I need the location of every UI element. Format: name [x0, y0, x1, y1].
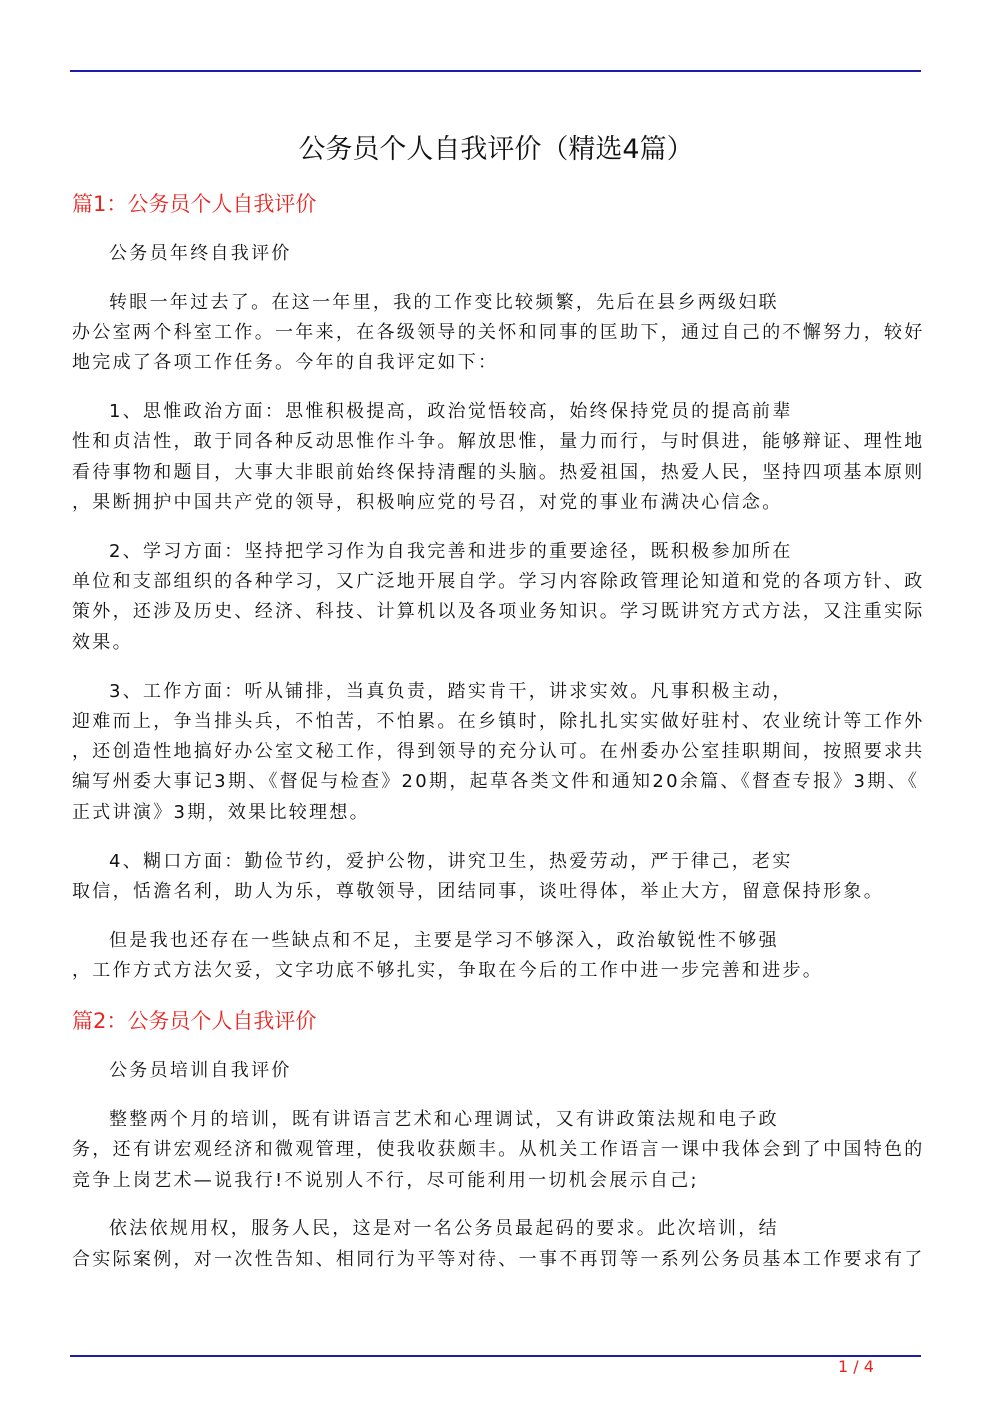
text-line: 正式讲演》3期，效果比较理想。 — [72, 801, 370, 823]
text-line: 公务员年终自我评价 — [109, 243, 292, 264]
text-line: 3、工作方面：听从铺排，当真负责，踏实肯干，讲求实效。凡事积极主动， — [109, 680, 793, 702]
text-line: 性和贞洁性，敢于同各种反动思惟作斗争。解放思惟，量力而行，与时俱进，能够辩证、理性地 — [72, 431, 925, 453]
text-line: ，工作方式方法欠妥，文字功底不够扎实，争取在今后的工作中进一步完善和进步。 — [72, 959, 824, 981]
section-subtitle — [72, 1056, 917, 1086]
paragraph — [72, 677, 925, 828]
page-number: 1 / 4 — [838, 1357, 874, 1376]
document-title: 公务员个人自我评价（精选4篇） — [298, 134, 694, 165]
top-rule — [70, 70, 921, 72]
section-heading: 篇1：公务员个人自我评价 — [72, 192, 317, 216]
text-line: 依法依规用权，服务人民，这是对一名公务员最起码的要求。此次培训，结 — [109, 1218, 779, 1240]
text-line: 地完成了各项工作任务。今年的自我评定如下： — [72, 352, 499, 374]
text-line: 但是我也还存在一些缺点和不足，主要是学习不够深入，政治敏锐性不够强 — [109, 929, 779, 951]
text-line: 合实际案例，对一次性告知、相同行为平等对待、一事不再罚等一系列公务员基本工作要求有了 — [72, 1248, 925, 1270]
section-heading: 篇2：公务员个人自我评价 — [72, 1009, 317, 1034]
text-line: 编写州委大事记3期、《督促与检查》20期，起草各类文件和通知20余篇、《督查专报》3期、《 — [72, 771, 920, 793]
bottom-rule — [70, 1355, 921, 1357]
text-line: 竞争上岗艺术—说我行!不说别人不行，尽可能利用一切机会展示自己; — [72, 1169, 699, 1191]
paragraph — [72, 847, 917, 908]
text-line: ，果断拥护中国共产党的领导，积极响应党的号召，对党的事业布满决心信念。 — [72, 492, 783, 514]
text-line: 务，还有讲宏观经济和微观管理，使我收获颇丰。从机关工作语言一课中我体会到了中国特色的 — [72, 1139, 925, 1161]
text-line: 1、思惟政治方面：思惟积极提高，政治觉悟较高，始终保持党员的提高前辈 — [109, 401, 793, 423]
text-line: 策外，还涉及历史、经济、科技、计算机以及各项业务知识。学习既讲究方式方法，又注重实际 — [72, 601, 925, 623]
section-subtitle — [72, 239, 917, 269]
text-line: 迎难而上，争当排头兵，不怕苦，不怕累。在乡镇时，除扎扎实实做好驻村、农业统计等工作外 — [72, 710, 925, 732]
text-line: 4、糊口方面：勤俭节约，爱护公物，讲究卫生，热爱劳动，严于律己，老实 — [109, 850, 793, 872]
text-line: 转眼一年过去了。在这一年里，我的工作变比较频繁，先后在县乡两级妇联 — [109, 291, 779, 313]
text-line: 2、学习方面：坚持把学习作为自我完善和进步的重要途径，既积极参加所在 — [109, 540, 793, 562]
text-line: 整整两个月的培训，既有讲语言艺术和心理调试，又有讲政策法规和电子政 — [109, 1109, 779, 1131]
paragraph — [72, 537, 925, 658]
text-line: 办公室两个科室工作。一年来，在各级领导的关怀和同事的匡助下，通过自己的不懈努力，较好 — [72, 322, 925, 344]
text-line: 单位和支部组织的各种学习，又广泛地开展自学。学习内容除政管理论知道和党的各项方针、政 — [72, 571, 925, 593]
paragraph — [72, 397, 925, 518]
paragraph — [72, 1214, 925, 1275]
text-line: 公务员培训自我评价 — [109, 1060, 292, 1082]
paragraph — [72, 926, 917, 987]
text-line: 效果。 — [72, 631, 133, 653]
text-line: 取信，恬澹名利，助人为乐，尊敬领导，团结同事，谈吐得体，举止大方，留意保持形象。 — [72, 880, 884, 902]
paragraph — [72, 288, 925, 379]
text-line: 看待事物和题目，大事大非眼前始终保持清醒的头脑。热爱祖国，热爱人民，坚持四项基本原则 — [72, 461, 925, 483]
document-body — [72, 187, 925, 1275]
text-line: ，还创造性地搞好办公室文秘工作，得到领导的充分认可。在州委办公室挂职期间，按照要求共 — [72, 741, 925, 763]
paragraph — [72, 1105, 925, 1196]
